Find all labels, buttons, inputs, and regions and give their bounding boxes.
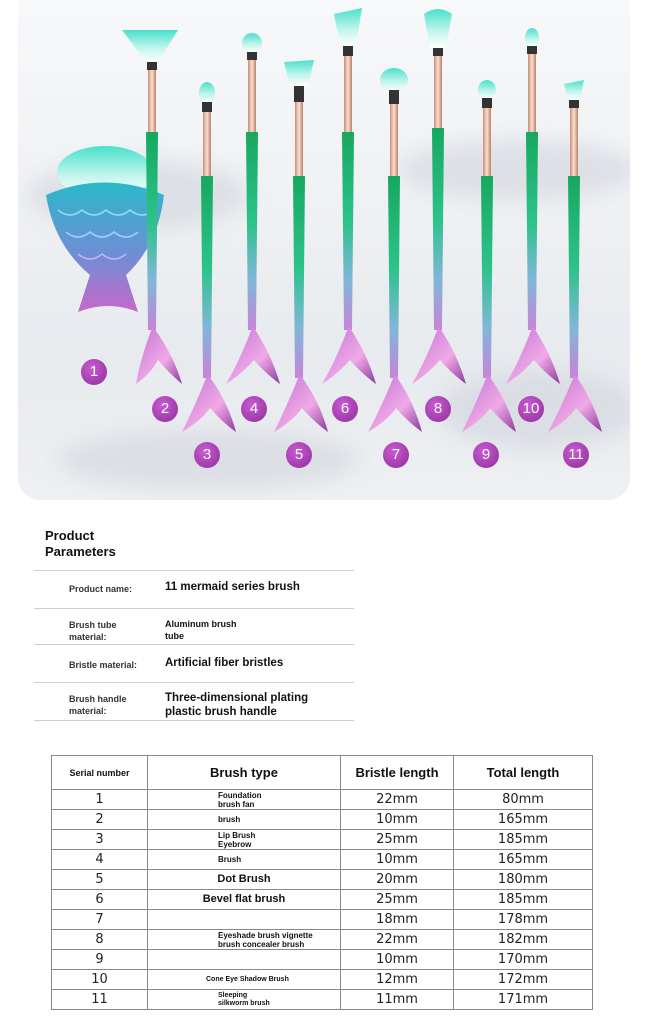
cell-total-length: 180mm: [454, 870, 593, 890]
param-label: Brush tube material:: [69, 620, 117, 642]
brush-set-illustration: [18, 0, 630, 500]
cell-bristle-length: 22mm: [341, 790, 454, 810]
cell-bristle-length: 22mm: [341, 930, 454, 950]
cell-serial: 2: [52, 810, 148, 830]
header-total-length: Total length: [454, 756, 593, 790]
table-row: [52, 890, 593, 910]
cell-bristle-length: 20mm: [341, 870, 454, 890]
cell-total-length: 185mm: [454, 890, 593, 910]
brush-number-badge: 5: [286, 442, 312, 468]
brush-number-badge: 10: [518, 396, 544, 422]
cell-total-length: 165mm: [454, 810, 593, 830]
table-row: [52, 870, 593, 890]
cell-total-length: 172mm: [454, 970, 593, 990]
table-row: [52, 830, 593, 850]
table-row: [52, 850, 593, 870]
brush-6: [322, 8, 376, 384]
brush-number-badge: 11: [563, 442, 589, 468]
brush-number-badge: 6: [332, 396, 358, 422]
cell-serial: 11: [52, 990, 148, 1010]
cell-bristle-length: 12mm: [341, 970, 454, 990]
param-value: Aluminum brush tube: [165, 619, 237, 641]
param-label: Product name:: [69, 584, 133, 594]
cell-brush-type: Lip Brush Eyebrow: [148, 830, 341, 850]
param-row-tube-material: [34, 608, 354, 645]
table-row: [52, 810, 593, 830]
brush-8: [412, 9, 466, 384]
cell-total-length: 182mm: [454, 930, 593, 950]
table-row: [52, 990, 593, 1010]
cell-brush-type: Bevel flat brush: [148, 890, 341, 910]
cell-total-length: 178mm: [454, 910, 593, 930]
cell-brush-type: Dot Brush: [148, 870, 341, 890]
cell-brush-type: Foundation brush fan: [148, 790, 341, 810]
cell-total-length: 171mm: [454, 990, 593, 1010]
brush-4: [226, 33, 280, 384]
cell-bristle-length: 10mm: [341, 950, 454, 970]
param-label: Brush handle material:: [69, 694, 127, 716]
cell-serial: 8: [52, 930, 148, 950]
param-value: Three-dimensional plating plastic brush handle: [165, 692, 309, 718]
brush-3: [182, 82, 236, 432]
parameters-heading-line1: Product: [45, 528, 95, 543]
table-header-row: [52, 756, 593, 790]
cell-brush-type: Eyeshade brush vignette brush concealer brush: [148, 930, 341, 950]
param-value: Artificial fiber bristles: [165, 657, 284, 669]
header-bristle-length: Bristle length: [341, 756, 454, 790]
table-row: [52, 930, 593, 950]
brush-number-badge: 3: [194, 442, 220, 468]
brush-number-badge: 7: [383, 442, 409, 468]
cell-serial: 10: [52, 970, 148, 990]
cell-serial: 3: [52, 830, 148, 850]
table-row: [52, 790, 593, 810]
param-label: Bristle material:: [69, 660, 138, 670]
table-row: [52, 910, 593, 930]
header-brush-type: Brush type: [148, 756, 341, 790]
cell-bristle-length: 25mm: [341, 890, 454, 910]
brush-7: [368, 68, 422, 432]
cell-brush-type: [148, 910, 341, 930]
param-row-product-name: [34, 570, 354, 609]
cell-brush-type: brush: [148, 810, 341, 830]
cell-serial: 4: [52, 850, 148, 870]
param-row-handle-material: [34, 682, 354, 721]
cell-bristle-length: 10mm: [341, 810, 454, 830]
cell-serial: 5: [52, 870, 148, 890]
header-serial-number: Serial number: [52, 756, 148, 790]
table-row: [52, 970, 593, 990]
cell-total-length: 185mm: [454, 830, 593, 850]
parameters-heading: [45, 528, 165, 560]
cell-total-length: 80mm: [454, 790, 593, 810]
param-row-bristle-material: [34, 644, 354, 683]
foundation-brush-1: [46, 146, 164, 312]
cell-brush-type: Cone Eye Shadow Brush: [148, 970, 341, 990]
cell-bristle-length: 11mm: [341, 990, 454, 1010]
brush-10: [506, 28, 560, 384]
cell-serial: 7: [52, 910, 148, 930]
cell-bristle-length: 25mm: [341, 830, 454, 850]
cell-brush-type: Sleeping silkworm brush: [148, 990, 341, 1010]
cell-bristle-length: 10mm: [341, 850, 454, 870]
cell-brush-type: [148, 950, 341, 970]
table-row: [52, 950, 593, 970]
product-photo: [18, 0, 630, 500]
brush-spec-table: [51, 755, 593, 1010]
cell-brush-type: Brush: [148, 850, 341, 870]
brush-number-badge: 9: [473, 442, 499, 468]
brush-number-badge: 8: [425, 396, 451, 422]
cell-bristle-length: 18mm: [341, 910, 454, 930]
cell-total-length: 170mm: [454, 950, 593, 970]
parameters-heading-line2: Parameters: [45, 544, 116, 559]
cell-serial: 9: [52, 950, 148, 970]
param-value: 11 mermaid series brush: [165, 581, 300, 593]
brush-number-badge: 1: [81, 359, 107, 385]
brush-number-badge: 2: [152, 396, 178, 422]
cell-serial: 6: [52, 890, 148, 910]
cell-total-length: 165mm: [454, 850, 593, 870]
brush-5: [274, 60, 328, 432]
brush-number-badge: 4: [241, 396, 267, 422]
brush-9: [462, 80, 516, 432]
cell-serial: 1: [52, 790, 148, 810]
